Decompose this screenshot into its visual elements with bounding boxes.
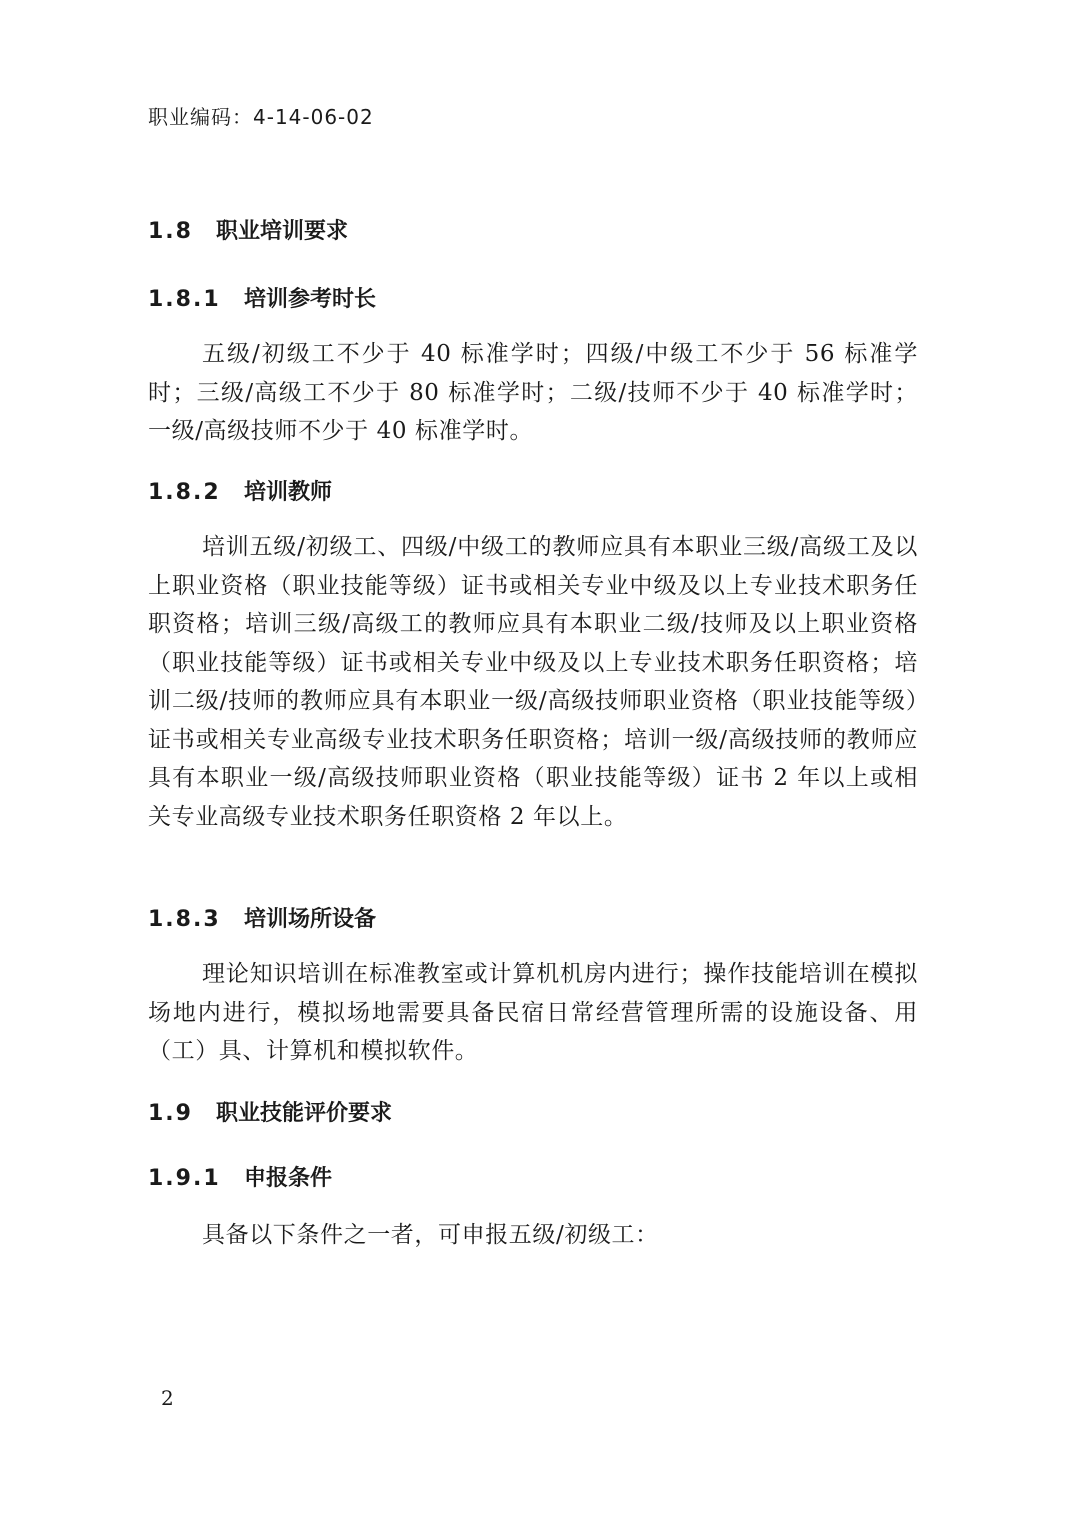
section-title: 培训教师 <box>244 480 333 505</box>
section-title: 培训参考时长 <box>244 287 377 312</box>
section-title: 培训场所设备 <box>244 907 377 932</box>
section-number: 1.8 <box>148 219 193 244</box>
paragraph-application-conditions: 具备以下条件之一者，可申报五级/初级工： <box>202 1222 659 1248</box>
section-number: 1.9 <box>148 1101 193 1126</box>
occupation-code: 职业编码：4-14-06-02 <box>148 105 374 129</box>
paragraph-training-teachers: 培训五级/初级工、四级/中级工的教师应具有本职业三级/高级工及以上职业资格（职业技能等级）证书或相关专业中级及以上专业技术职务任职资格；培训三级/高级工的教师应具有本职业二级/技师及以上职业资格（职业技能等级）证书或相关专业中级及以上专业技术职务任职资格；培训二级/技师的教师应具有本职业一级/高级技师职业资格（职业技能等级）证书或相关专业高级专业技术职务任职资格；培训一级/高级技师的教师应具有本职业一级/高级技师职业资格（职业技能等级）证书 2 年以上或相关专业高级专业技术职务任职资格 2 年以上。 <box>148 534 918 830</box>
paragraph-training-facilities: 理论知识培训在标准教室或计算机机房内进行；操作技能培训在模拟场地内进行，模拟场地需要具备民宿日常经营管理所需的设施设备、用（工）具、计算机和模拟软件。 <box>148 961 918 1064</box>
section-number: 1.8.3 <box>148 907 221 932</box>
section-title: 申报条件 <box>244 1166 333 1191</box>
section-heading-1-9-1 <box>148 1161 332 1192</box>
section-heading-1-8-2 <box>148 475 332 506</box>
section-heading-1-8-3 <box>148 902 376 933</box>
section-heading-1-8 <box>148 214 348 245</box>
section-number: 1.9.1 <box>148 1166 221 1191</box>
section-heading-1-8-1 <box>148 282 376 313</box>
paragraph-training-hours: 五级/初级工不少于 40 标准学时；四级/中级工不少于 56 标准学时；三级/高级工不少于 80 标准学时；二级/技师不少于 40 标准学时；一级/高级技师不少于 40 标准学时。 <box>148 341 918 444</box>
section-heading-1-9 <box>148 1096 392 1127</box>
section-number: 1.8.2 <box>148 480 221 505</box>
section-number: 1.8.1 <box>148 287 221 312</box>
page-number: 2 <box>161 1386 174 1410</box>
section-title: 职业培训要求 <box>216 219 349 244</box>
section-title: 职业技能评价要求 <box>216 1101 393 1126</box>
